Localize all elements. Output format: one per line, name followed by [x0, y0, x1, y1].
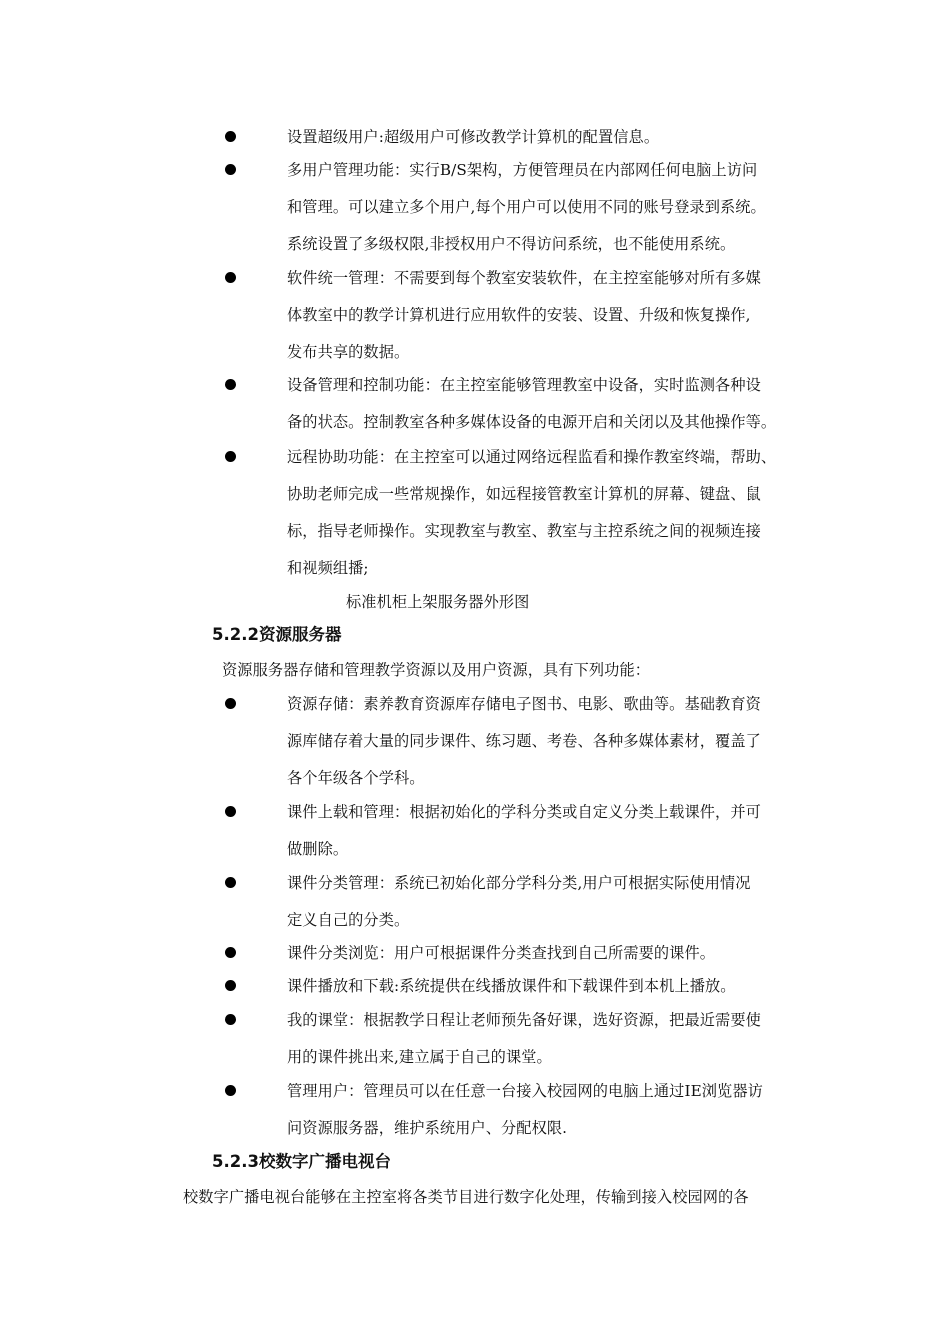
bullet-icon [225, 451, 236, 462]
bullet-text: 备的状态。控制教室各种多媒体设备的电源开启和关闭以及其他操作等。 [287, 413, 777, 431]
bullet-text: 问资源服务器，维护系统用户、分配权限. [287, 1119, 568, 1137]
bullet-icon [225, 806, 236, 817]
bullet-text: 源库储存着大量的同步课件、练习题、考卷、各种多媒体素材，覆盖了 [287, 732, 761, 750]
bullet-text: 系统设置了多级权限,非授权用户不得访问系统，也不能使用系统。 [287, 235, 736, 253]
figure-caption: 标准机柜上架服务器外形图 [346, 593, 530, 611]
section-paragraph: 校数字广播电视台能够在主控室将各类节目进行数字化处理，传输到接入校园网的各 [183, 1188, 749, 1206]
bullet-text: 管理用户：管理员可以在任意一台接入校园网的电脑上通过IE浏览器访 [287, 1082, 763, 1100]
bullet-icon [225, 164, 236, 175]
bullet-text: 和管理。可以建立多个用户,每个用户可以使用不同的账号登录到系统。 [287, 198, 766, 216]
bullet-text: 课件上载和管理：根据初始化的学科分类或自定义分类上载课件，并可 [287, 803, 761, 821]
section-intro: 资源服务器存储和管理教学资源以及用户资源，具有下列功能： [222, 661, 651, 679]
bullet-text: 定义自己的分类。 [287, 911, 410, 929]
bullet-text: 做删除。 [287, 840, 349, 858]
bullet-icon [225, 1014, 236, 1025]
bullet-text: 设置超级用户:超级用户可修改教学计算机的配置信息。 [287, 128, 660, 146]
bullet-text: 多用户管理功能：实行B/S架构，方便管理员在内部网任何电脑上访问 [287, 161, 758, 179]
bullet-icon [225, 1085, 236, 1096]
bullet-text: 课件播放和下载:系统提供在线播放课件和下载课件到本机上播放。 [287, 977, 736, 995]
bullet-text: 各个年级各个学科。 [287, 769, 425, 787]
bullet-icon [225, 698, 236, 709]
bullet-text: 设备管理和控制功能：在主控室能够管理教室中设备，实时监测各种设 [287, 376, 761, 394]
bullet-text: 课件分类管理：系统已初始化部分学科分类,用户可根据实际使用情况 [287, 874, 751, 892]
bullet-icon [225, 272, 236, 283]
bullet-text: 我的课堂：根据教学日程让老师预先备好课，选好资源，把最近需要使 [287, 1011, 761, 1029]
bullet-text: 软件统一管理：不需要到每个教室安装软件，在主控室能够对所有多媒 [287, 269, 761, 287]
section-heading: 5.2.2资源服务器 [212, 625, 342, 644]
bullet-text: 体教室中的教学计算机进行应用软件的安装、设置、升级和恢复操作, [287, 306, 751, 324]
bullet-text: 标，指导老师操作。实现教室与教室、教室与主控系统之间的视频连接 [287, 522, 761, 540]
bullet-icon [225, 877, 236, 888]
bullet-text: 和视频组播; [287, 559, 369, 577]
bullet-icon [225, 947, 236, 958]
bullet-icon [225, 131, 236, 142]
bullet-text: 资源存储：素养教育资源库存储电子图书、电影、歌曲等。基础教育资 [287, 695, 761, 713]
bullet-text: 远程协助功能：在主控室可以通过网络远程监看和操作教室终端，帮助、 [287, 448, 777, 466]
bullet-icon [225, 379, 236, 390]
bullet-text: 课件分类浏览：用户可根据课件分类查找到自己所需要的课件。 [287, 944, 716, 962]
bullet-text: 用的课件挑出来,建立属于自己的课堂。 [287, 1048, 552, 1066]
bullet-text: 协助老师完成一些常规操作，如远程接管教室计算机的屏幕、键盘、鼠 [287, 485, 761, 503]
bullet-icon [225, 980, 236, 991]
bullet-text: 发布共享的数据。 [287, 343, 410, 361]
section-heading: 5.2.3校数字广播电视台 [212, 1152, 391, 1171]
